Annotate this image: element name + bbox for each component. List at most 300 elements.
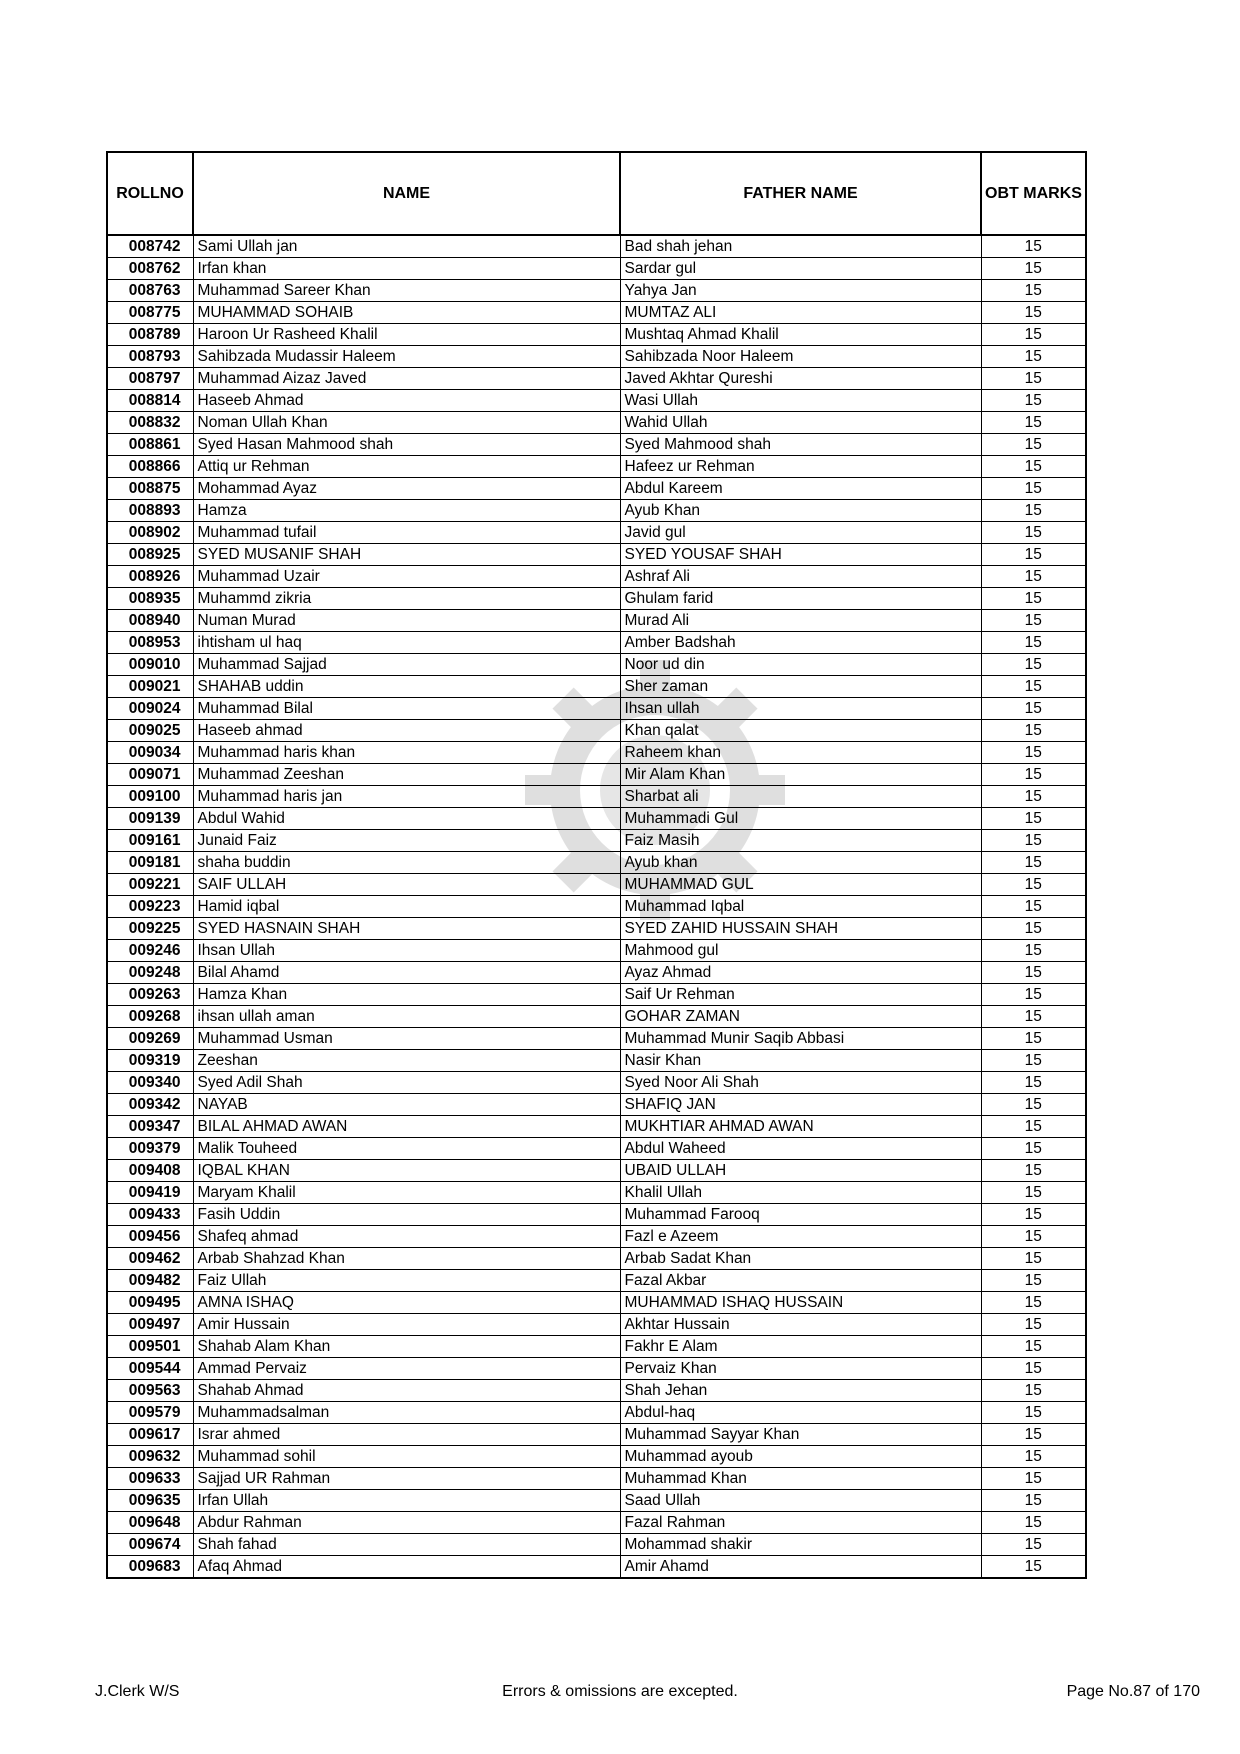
roll-no-cell: 009034 xyxy=(107,742,193,764)
marks-cell: 15 xyxy=(981,235,1086,258)
marks-cell: 15 xyxy=(981,588,1086,610)
father-name-cell: UBAID ULLAH xyxy=(620,1160,981,1182)
name-cell: Hamid iqbal xyxy=(193,896,620,918)
name-cell: Muhammadsalman xyxy=(193,1402,620,1424)
table-row xyxy=(107,324,1086,346)
marks-cell: 15 xyxy=(981,1226,1086,1248)
roll-no-cell: 008763 xyxy=(107,280,193,302)
marks-cell: 15 xyxy=(981,764,1086,786)
roll-no-cell: 009462 xyxy=(107,1248,193,1270)
table-row xyxy=(107,610,1086,632)
father-name-cell: Fazal Rahman xyxy=(620,1512,981,1534)
table-row xyxy=(107,434,1086,456)
roll-no-cell: 008793 xyxy=(107,346,193,368)
marks-cell: 15 xyxy=(981,522,1086,544)
marks-cell: 15 xyxy=(981,610,1086,632)
name-cell: Muhammad Aizaz Javed xyxy=(193,368,620,390)
table-row xyxy=(107,478,1086,500)
roll-no-cell: 009021 xyxy=(107,676,193,698)
roll-no-cell: 009246 xyxy=(107,940,193,962)
table-row xyxy=(107,258,1086,280)
father-name-cell: Abdul-haq xyxy=(620,1402,981,1424)
father-name-cell: Muhammad Khan xyxy=(620,1468,981,1490)
name-cell: Muhammad haris khan xyxy=(193,742,620,764)
father-name-cell: SYED ZAHID HUSSAIN SHAH xyxy=(620,918,981,940)
father-name-cell: Saif Ur Rehman xyxy=(620,984,981,1006)
father-name-cell: Javed Akhtar Qureshi xyxy=(620,368,981,390)
father-name-cell: MUHAMMAD ISHAQ HUSSAIN xyxy=(620,1292,981,1314)
father-name-cell: Sardar gul xyxy=(620,258,981,280)
roll-no-cell: 009419 xyxy=(107,1182,193,1204)
table-row xyxy=(107,764,1086,786)
table-row xyxy=(107,390,1086,412)
father-name-cell: MUKHTIAR AHMAD AWAN xyxy=(620,1116,981,1138)
marks-cell: 15 xyxy=(981,368,1086,390)
roll-no-cell: 008762 xyxy=(107,258,193,280)
table-row xyxy=(107,786,1086,808)
marks-cell: 15 xyxy=(981,940,1086,962)
table-row xyxy=(107,1270,1086,1292)
roll-no-cell: 008925 xyxy=(107,544,193,566)
father-name-cell: Ayaz Ahmad xyxy=(620,962,981,984)
name-cell: Abdul Wahid xyxy=(193,808,620,830)
roll-no-cell: 009223 xyxy=(107,896,193,918)
marks-cell: 15 xyxy=(981,1270,1086,1292)
name-cell: Sajjad UR Rahman xyxy=(193,1468,620,1490)
roll-no-cell: 009482 xyxy=(107,1270,193,1292)
name-cell: Syed Hasan Mahmood shah xyxy=(193,434,620,456)
table-row xyxy=(107,1116,1086,1138)
marks-cell: 15 xyxy=(981,434,1086,456)
table-row xyxy=(107,1138,1086,1160)
name-cell: Haroon Ur Rasheed Khalil xyxy=(193,324,620,346)
name-cell: Muhammad Sajjad xyxy=(193,654,620,676)
name-cell: AMNA ISHAQ xyxy=(193,1292,620,1314)
father-name-cell: Mushtaq Ahmad Khalil xyxy=(620,324,981,346)
roll-no-cell: 009648 xyxy=(107,1512,193,1534)
father-name-cell: Wasi Ullah xyxy=(620,390,981,412)
marks-cell: 15 xyxy=(981,280,1086,302)
father-name-cell: Yahya Jan xyxy=(620,280,981,302)
roll-no-cell: 008902 xyxy=(107,522,193,544)
name-cell: SHAHAB uddin xyxy=(193,676,620,698)
marks-cell: 15 xyxy=(981,1534,1086,1556)
table-row xyxy=(107,1182,1086,1204)
marks-cell: 15 xyxy=(981,478,1086,500)
table-row xyxy=(107,984,1086,1006)
marks-cell: 15 xyxy=(981,1512,1086,1534)
name-cell: shaha buddin xyxy=(193,852,620,874)
marks-cell: 15 xyxy=(981,1336,1086,1358)
roll-no-cell: 009225 xyxy=(107,918,193,940)
roll-no-cell: 009433 xyxy=(107,1204,193,1226)
father-name-cell: Murad Ali xyxy=(620,610,981,632)
marks-cell: 15 xyxy=(981,962,1086,984)
father-name-cell: SYED YOUSAF SHAH xyxy=(620,544,981,566)
table-row xyxy=(107,1072,1086,1094)
table-row xyxy=(107,346,1086,368)
marks-cell: 15 xyxy=(981,742,1086,764)
roll-no-cell: 009025 xyxy=(107,720,193,742)
roll-no-cell: 009497 xyxy=(107,1314,193,1336)
table-row xyxy=(107,588,1086,610)
father-name-cell: Khan qalat xyxy=(620,720,981,742)
roll-no-cell: 009563 xyxy=(107,1380,193,1402)
name-cell: Bilal Ahamd xyxy=(193,962,620,984)
table-row xyxy=(107,654,1086,676)
name-cell: Syed Adil Shah xyxy=(193,1072,620,1094)
marks-cell: 15 xyxy=(981,786,1086,808)
roll-no-cell: 009683 xyxy=(107,1556,193,1579)
name-cell: Sahibzada Mudassir Haleem xyxy=(193,346,620,368)
father-name-cell: SHAFIQ JAN xyxy=(620,1094,981,1116)
name-cell: Ammad Pervaiz xyxy=(193,1358,620,1380)
father-name-cell: Sahibzada Noor Haleem xyxy=(620,346,981,368)
roll-no-cell: 008940 xyxy=(107,610,193,632)
roll-no-cell: 009161 xyxy=(107,830,193,852)
father-name-cell: Muhammad Munir Saqib Abbasi xyxy=(620,1028,981,1050)
father-name-cell: Akhtar Hussain xyxy=(620,1314,981,1336)
name-header: NAME xyxy=(193,152,620,235)
marks-cell: 15 xyxy=(981,1072,1086,1094)
name-cell: Shah fahad xyxy=(193,1534,620,1556)
marks-cell: 15 xyxy=(981,874,1086,896)
name-cell: Amir Hussain xyxy=(193,1314,620,1336)
table-row xyxy=(107,1292,1086,1314)
footer-page-number: Page No.87 of 170 xyxy=(1066,1683,1200,1700)
father-name-cell: Nasir Khan xyxy=(620,1050,981,1072)
name-cell: NAYAB xyxy=(193,1094,620,1116)
table-row xyxy=(107,896,1086,918)
name-cell: Hamza xyxy=(193,500,620,522)
name-cell: ihsan ullah aman xyxy=(193,1006,620,1028)
roll-no-cell: 009024 xyxy=(107,698,193,720)
footer-clerk: J.Clerk W/S xyxy=(95,1683,180,1700)
marks-cell: 15 xyxy=(981,896,1086,918)
father-name-cell: Mohammad shakir xyxy=(620,1534,981,1556)
name-cell: Shafeq ahmad xyxy=(193,1226,620,1248)
roll-no-cell: 008926 xyxy=(107,566,193,588)
marks-cell: 15 xyxy=(981,1380,1086,1402)
results-table xyxy=(106,151,1087,1579)
father-name-cell: GOHAR ZAMAN xyxy=(620,1006,981,1028)
name-cell: Numan Murad xyxy=(193,610,620,632)
table-row xyxy=(107,1556,1086,1579)
marks-cell: 15 xyxy=(981,852,1086,874)
marks-cell: 15 xyxy=(981,984,1086,1006)
table-row xyxy=(107,1094,1086,1116)
father-name-cell: Sher zaman xyxy=(620,676,981,698)
name-cell: Muhammd zikria xyxy=(193,588,620,610)
name-cell: Muhammad Uzair xyxy=(193,566,620,588)
name-cell: Israr ahmed xyxy=(193,1424,620,1446)
name-cell: Arbab Shahzad Khan xyxy=(193,1248,620,1270)
name-cell: Shahab Ahmad xyxy=(193,1380,620,1402)
father-name-cell: Abdul Waheed xyxy=(620,1138,981,1160)
roll-no-cell: 008935 xyxy=(107,588,193,610)
name-cell: Ihsan Ullah xyxy=(193,940,620,962)
table-row xyxy=(107,830,1086,852)
roll-no-cell: 008861 xyxy=(107,434,193,456)
rollno-header: ROLLNO xyxy=(107,152,193,235)
name-cell: Hamza Khan xyxy=(193,984,620,1006)
name-cell: Muhammad tufail xyxy=(193,522,620,544)
marks-cell: 15 xyxy=(981,808,1086,830)
marks-cell: 15 xyxy=(981,654,1086,676)
roll-no-cell: 009340 xyxy=(107,1072,193,1094)
roll-no-cell: 008814 xyxy=(107,390,193,412)
table-row xyxy=(107,280,1086,302)
table-row xyxy=(107,412,1086,434)
father-name-cell: Hafeez ur Rehman xyxy=(620,456,981,478)
father-name-cell: Saad Ullah xyxy=(620,1490,981,1512)
marks-cell: 15 xyxy=(981,1314,1086,1336)
father-name-cell: MUHAMMAD GUL xyxy=(620,874,981,896)
marks-cell: 15 xyxy=(981,456,1086,478)
roll-no-cell: 008866 xyxy=(107,456,193,478)
father-name-cell: Pervaiz Khan xyxy=(620,1358,981,1380)
name-cell: Maryam Khalil xyxy=(193,1182,620,1204)
table-row xyxy=(107,1402,1086,1424)
marks-cell: 15 xyxy=(981,500,1086,522)
table-row xyxy=(107,1424,1086,1446)
father-name-cell: Raheem khan xyxy=(620,742,981,764)
father-name-cell: Ghulam farid xyxy=(620,588,981,610)
marks-cell: 15 xyxy=(981,720,1086,742)
table-row xyxy=(107,544,1086,566)
name-cell: Noman Ullah Khan xyxy=(193,412,620,434)
name-cell: Junaid Faiz xyxy=(193,830,620,852)
marks-cell: 15 xyxy=(981,346,1086,368)
marks-cell: 15 xyxy=(981,1424,1086,1446)
roll-no-cell: 009617 xyxy=(107,1424,193,1446)
obt-marks-header: OBT MARKS xyxy=(981,152,1086,235)
marks-cell: 15 xyxy=(981,1556,1086,1579)
marks-cell: 15 xyxy=(981,1050,1086,1072)
roll-no-cell: 009221 xyxy=(107,874,193,896)
father-name-cell: Noor ud din xyxy=(620,654,981,676)
marks-cell: 15 xyxy=(981,1204,1086,1226)
table-row xyxy=(107,1512,1086,1534)
table-row xyxy=(107,742,1086,764)
roll-no-cell: 008797 xyxy=(107,368,193,390)
marks-cell: 15 xyxy=(981,1468,1086,1490)
name-cell: Muhammad Usman xyxy=(193,1028,620,1050)
name-cell: Malik Touheed xyxy=(193,1138,620,1160)
marks-cell: 15 xyxy=(981,1028,1086,1050)
table-row xyxy=(107,962,1086,984)
table-row xyxy=(107,456,1086,478)
father-name-cell: Mahmood gul xyxy=(620,940,981,962)
name-cell: MUHAMMAD SOHAIB xyxy=(193,302,620,324)
name-cell: Irfan khan xyxy=(193,258,620,280)
roll-no-cell: 008832 xyxy=(107,412,193,434)
name-cell: Irfan Ullah xyxy=(193,1490,620,1512)
marks-cell: 15 xyxy=(981,566,1086,588)
father-name-cell: Shah Jehan xyxy=(620,1380,981,1402)
table-row xyxy=(107,940,1086,962)
table-row xyxy=(107,698,1086,720)
father-name-cell: Fazal Akbar xyxy=(620,1270,981,1292)
roll-no-cell: 009501 xyxy=(107,1336,193,1358)
table-row xyxy=(107,522,1086,544)
name-cell: Faiz Ullah xyxy=(193,1270,620,1292)
marks-cell: 15 xyxy=(981,1182,1086,1204)
marks-cell: 15 xyxy=(981,1248,1086,1270)
father-name-cell: Abdul Kareem xyxy=(620,478,981,500)
marks-cell: 15 xyxy=(981,412,1086,434)
father-name-cell: Javid gul xyxy=(620,522,981,544)
father-name-cell: Ayub khan xyxy=(620,852,981,874)
marks-cell: 15 xyxy=(981,1094,1086,1116)
name-cell: Muhammad Bilal xyxy=(193,698,620,720)
marks-cell: 15 xyxy=(981,302,1086,324)
name-cell: Haseeb ahmad xyxy=(193,720,620,742)
father-name-cell: Syed Mahmood shah xyxy=(620,434,981,456)
roll-no-cell: 009100 xyxy=(107,786,193,808)
marks-cell: 15 xyxy=(981,676,1086,698)
marks-cell: 15 xyxy=(981,390,1086,412)
roll-no-cell: 009635 xyxy=(107,1490,193,1512)
table-row xyxy=(107,874,1086,896)
father-name-cell: Fazl e Azeem xyxy=(620,1226,981,1248)
name-cell: Abdur Rahman xyxy=(193,1512,620,1534)
father-name-cell: Muhammad ayoub xyxy=(620,1446,981,1468)
table-row xyxy=(107,1336,1086,1358)
name-cell: Afaq Ahmad xyxy=(193,1556,620,1579)
marks-cell: 15 xyxy=(981,698,1086,720)
father-name-cell: Amber Badshah xyxy=(620,632,981,654)
table-row xyxy=(107,1248,1086,1270)
father-name-cell: Syed Noor Ali Shah xyxy=(620,1072,981,1094)
marks-cell: 15 xyxy=(981,830,1086,852)
father-name-cell: Ihsan ullah xyxy=(620,698,981,720)
name-cell: Shahab Alam Khan xyxy=(193,1336,620,1358)
roll-no-cell: 009269 xyxy=(107,1028,193,1050)
table-row xyxy=(107,1358,1086,1380)
table-row xyxy=(107,1028,1086,1050)
name-cell: Muhammad Zeeshan xyxy=(193,764,620,786)
name-cell: BILAL AHMAD AWAN xyxy=(193,1116,620,1138)
table-row xyxy=(107,1204,1086,1226)
table-row xyxy=(107,235,1086,258)
father-name-cell: Bad shah jehan xyxy=(620,235,981,258)
roll-no-cell: 009347 xyxy=(107,1116,193,1138)
table-row xyxy=(107,808,1086,830)
name-cell: ihtisham ul haq xyxy=(193,632,620,654)
roll-no-cell: 009495 xyxy=(107,1292,193,1314)
marks-cell: 15 xyxy=(981,1490,1086,1512)
roll-no-cell: 009544 xyxy=(107,1358,193,1380)
father-name-cell: Arbab Sadat Khan xyxy=(620,1248,981,1270)
table-row xyxy=(107,500,1086,522)
name-cell: Zeeshan xyxy=(193,1050,620,1072)
father-name-cell: Ayub Khan xyxy=(620,500,981,522)
roll-no-cell: 009674 xyxy=(107,1534,193,1556)
roll-no-cell: 009579 xyxy=(107,1402,193,1424)
name-cell: Fasih Uddin xyxy=(193,1204,620,1226)
roll-no-cell: 008775 xyxy=(107,302,193,324)
roll-no-cell: 009010 xyxy=(107,654,193,676)
father-name-cell: Fakhr E Alam xyxy=(620,1336,981,1358)
roll-no-cell: 009268 xyxy=(107,1006,193,1028)
father-name-cell: Muhammadi Gul xyxy=(620,808,981,830)
table-row xyxy=(107,632,1086,654)
table-row xyxy=(107,1050,1086,1072)
name-cell: SYED MUSANIF SHAH xyxy=(193,544,620,566)
marks-cell: 15 xyxy=(981,1160,1086,1182)
table-row xyxy=(107,1160,1086,1182)
marks-cell: 15 xyxy=(981,1446,1086,1468)
father-name-cell: Sharbat ali xyxy=(620,786,981,808)
roll-no-cell: 009248 xyxy=(107,962,193,984)
marks-cell: 15 xyxy=(981,1116,1086,1138)
roll-no-cell: 009633 xyxy=(107,1468,193,1490)
roll-no-cell: 009632 xyxy=(107,1446,193,1468)
name-cell: Mohammad Ayaz xyxy=(193,478,620,500)
footer-disclaimer: Errors & omissions are excepted. xyxy=(502,1683,738,1700)
marks-cell: 15 xyxy=(981,1292,1086,1314)
name-cell: SYED HASNAIN SHAH xyxy=(193,918,620,940)
roll-no-cell: 009456 xyxy=(107,1226,193,1248)
roll-no-cell: 009139 xyxy=(107,808,193,830)
name-cell: Muhammad Sareer Khan xyxy=(193,280,620,302)
name-cell: Haseeb Ahmad xyxy=(193,390,620,412)
roll-no-cell: 008875 xyxy=(107,478,193,500)
marks-cell: 15 xyxy=(981,324,1086,346)
marks-cell: 15 xyxy=(981,1006,1086,1028)
father-name-header: FATHER NAME xyxy=(620,152,981,235)
marks-cell: 15 xyxy=(981,918,1086,940)
name-cell: IQBAL KHAN xyxy=(193,1160,620,1182)
marks-cell: 15 xyxy=(981,1358,1086,1380)
marks-cell: 15 xyxy=(981,544,1086,566)
name-cell: Muhammad haris jan xyxy=(193,786,620,808)
header-row xyxy=(107,152,1086,235)
father-name-cell: Muhammad Iqbal xyxy=(620,896,981,918)
name-cell: Attiq ur Rehman xyxy=(193,456,620,478)
father-name-cell: Khalil Ullah xyxy=(620,1182,981,1204)
father-name-cell: MUMTAZ ALI xyxy=(620,302,981,324)
name-cell: Sami Ullah jan xyxy=(193,235,620,258)
table-row xyxy=(107,566,1086,588)
father-name-cell: Wahid Ullah xyxy=(620,412,981,434)
father-name-cell: Ashraf Ali xyxy=(620,566,981,588)
roll-no-cell: 009342 xyxy=(107,1094,193,1116)
name-cell: Muhammad sohil xyxy=(193,1446,620,1468)
marks-cell: 15 xyxy=(981,258,1086,280)
father-name-cell: Amir Ahamd xyxy=(620,1556,981,1579)
marks-cell: 15 xyxy=(981,1402,1086,1424)
name-cell: SAIF ULLAH xyxy=(193,874,620,896)
table-row xyxy=(107,1446,1086,1468)
roll-no-cell: 009263 xyxy=(107,984,193,1006)
father-name-cell: Muhammad Sayyar Khan xyxy=(620,1424,981,1446)
table-row xyxy=(107,368,1086,390)
father-name-cell: Faiz Masih xyxy=(620,830,981,852)
table-row xyxy=(107,302,1086,324)
father-name-cell: Mir Alam Khan xyxy=(620,764,981,786)
table-row xyxy=(107,676,1086,698)
table-row xyxy=(107,1226,1086,1248)
table-row xyxy=(107,720,1086,742)
table-row xyxy=(107,1468,1086,1490)
roll-no-cell: 009181 xyxy=(107,852,193,874)
table-row xyxy=(107,852,1086,874)
marks-cell: 15 xyxy=(981,1138,1086,1160)
roll-no-cell: 008953 xyxy=(107,632,193,654)
roll-no-cell: 009408 xyxy=(107,1160,193,1182)
